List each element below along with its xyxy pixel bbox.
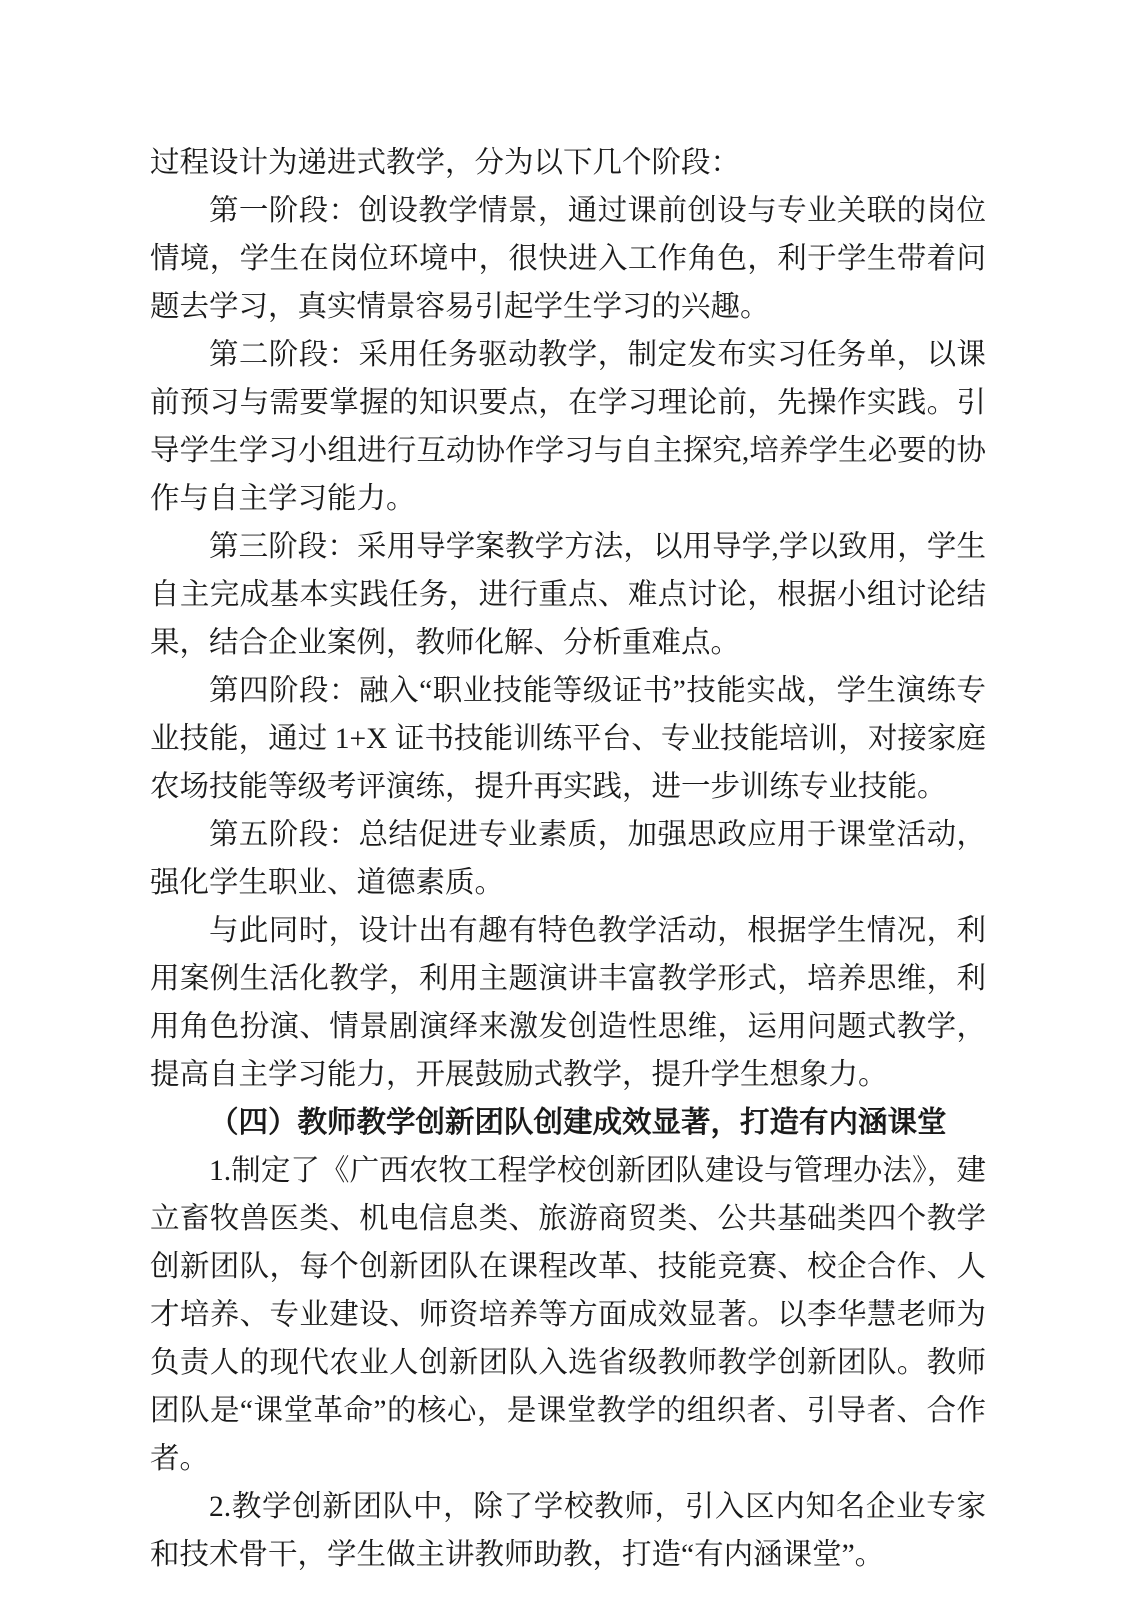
document-body: [150, 139, 986, 1579]
paragraph-meanwhile: 与此同时，设计出有趣有特色教学活动，根据学生情况，利用案例生活化教学，利用主题演讲丰富教学形式，培养思维，利用角色扮演、情景剧演绎来激发创造性思维，运用问题式教学，提高自主学习能力，开展鼓励式教学，提升学生想象力。: [150, 915, 986, 1091]
paragraph-stage-5: 第五阶段：总结促进专业素质，加强思政应用于课堂活动，强化学生职业、道德素质。: [150, 819, 986, 899]
paragraph-stage-2: 第二阶段：采用任务驱动教学，制定发布实习任务单，以课前预习与需要掌握的知识要点，在学习理论前，先操作实践。引导学生学习小组进行互动协作学习与自主探究,培养学生必要的协作与自主学习能力。: [150, 339, 986, 515]
paragraph-stage-3: 第三阶段：采用导学案教学方法，以用导学,学以致用，学生自主完成基本实践任务，进行重点、难点讨论，根据小组讨论结果，结合企业案例，教师化解、分析重难点。: [150, 531, 986, 659]
paragraph-stage-4: 第四阶段：融入“职业技能等级证书”技能实战，学生演练专业技能，通过 1+X 证书技能训练平台、专业技能培训，对接家庭农场技能等级考评演练，提升再实践，进一步训练专业技能。: [150, 675, 986, 803]
section-heading-4: （四）教师教学创新团队创建成效显著，打造有内涵课堂: [209, 1106, 947, 1139]
paragraph-item-1: 1.制定了《广西农牧工程学校创新团队建设与管理办法》，建立畜牧兽医类、机电信息类、旅游商贸类、公共基础类四个教学创新团队，每个创新团队在课程改革、技能竞赛、校企合作、人才培养、专业建设、师资培养等方面成效显著。以李华慧老师为负责人的现代农业人创新团队入选省级教师教学创新团队。教师团队是“课堂革命”的核心，是课堂教学的组织者、引导者、合作者。: [150, 1155, 986, 1475]
paragraph-continuation: 过程设计为递进式教学，分为以下几个阶段：: [150, 147, 741, 179]
paragraph-stage-1: 第一阶段：创设教学情景，通过课前创设与专业关联的岗位情境，学生在岗位环境中，很快进入工作角色，利于学生带着问题去学习，真实情景容易引起学生学习的兴趣。: [150, 195, 986, 323]
paragraph-item-2: 2.教学创新团队中，除了学校教师，引入区内知名企业专家和技术骨干，学生做主讲教师助教，打造“有内涵课堂”。: [150, 1491, 986, 1571]
